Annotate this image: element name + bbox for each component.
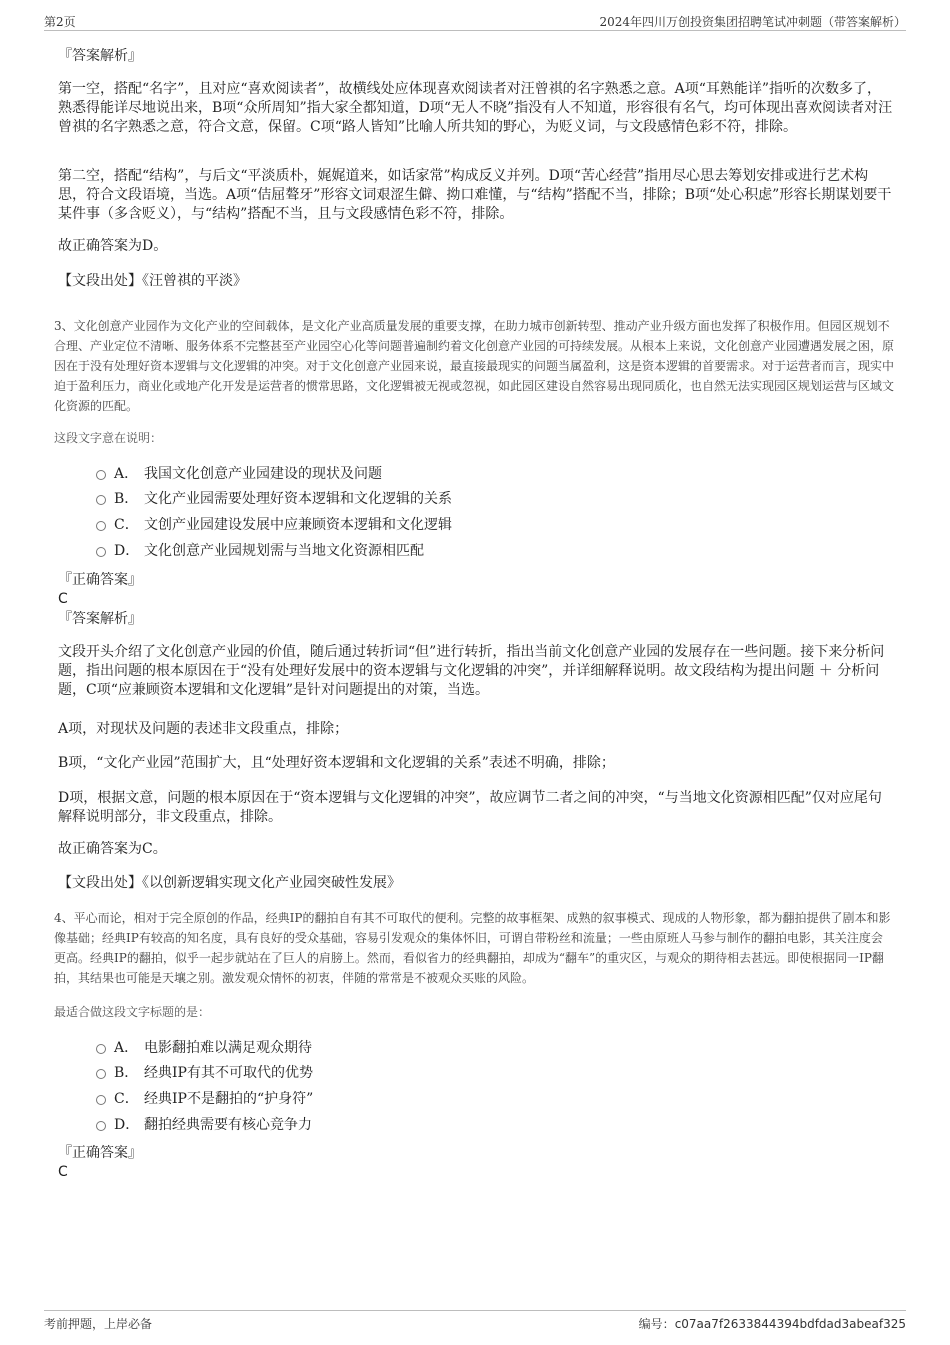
q2-analysis-paragraph-2: 第二空，搭配“结构”，与后文“平淡质朴，娓娓道来，如话家常”构成反义并列。D项“苦心经营”指用尽心思去筹划安排或进行艺术构思，符合文段语境，当选。A项“佶屈聱牙”形容文词艰涩生僻、拗口难懂，与“结构”搭配不当，排除；B项“处心积虑”形容长期谋划要干某件事（多含贬义），与“结构”搭配不当，且与文段感情色彩不符，排除。 [58,168,892,222]
q3-analysis-option-d: D项，根据文意，问题的根本原因在于“资本逻辑与文化逻辑的冲突”，故应调节二者之间的冲突，“与当地文化资源相匹配”仅对应尾句解释说明部分，非文段重点，排除。 [58,790,882,825]
q3-source: 【文段出处】《以创新逻辑实现文化产业园突破性发展》 [58,875,401,891]
radio-icon[interactable] [96,521,106,531]
q3-analysis-paragraph: 文段开头介绍了文化创意产业园的价值，随后通过转折词“但”进行转折，指出当前文化创意产业园的发展存在一些问题。接下来分析问题，指出问题的根本原因在于“没有处理好发展中的资本逻辑与文化逻辑的冲突”，并详细解释说明。故文段结构为提出问题 ＋ 分析问题，C项“应兼顾资本逻辑和文化逻辑”是针对问题提出的对策，当选。 [58,644,885,698]
q4-option-c[interactable]: C． 经典IP不是翻拍的“护身符” [96,1089,313,1109]
footer-slogan: 考前押题，上岸必备 [44,1317,153,1331]
radio-icon[interactable] [96,1069,106,1079]
document-code: 编号：c07aa7f2633844394bdfdad3abeaf325 [638,1317,906,1331]
q3-analysis-option-a: A项，对现状及问题的表述非文段重点，排除； [58,721,349,737]
document-title: 2024年四川万创投资集团招聘笔试冲刺题（带答案解析） [599,15,906,29]
q3-option-d[interactable]: D． 文化创意产业园规划需与当地文化资源相匹配 [96,541,424,561]
q3-analysis-label: 『答案解析』 [58,611,142,627]
q4-correct-answer: C [58,1164,68,1180]
q3-prompt: 这段文字意在说明： [54,431,163,445]
q3-stem: 3、文化创意产业园作为文化产业的空间载体，是文化产业高质量发展的重要支撑，在助力城市创新转型、推动产业升级方面也发挥了积极作用。但园区规划不合理、产业定位不清晰、服务体系不完整甚至产业园空心化等问题普遍制约着文化创意产业园的可持续发展。从根本上来说，文化创意产业园遭遇发展之困，原因在于没有处理好资本逻辑与文化逻辑的冲突。对于文化创意产业园来说，最直接最现实的问题当属盈利，这是资本逻辑的首要需求。对于运营者而言，现实中迫于盈利压力，商业化或地产化开发是运营者的惯常思路，文化逻辑被无视或忽视，如此园区建设自然容易出现同质化，也自然无法实现园区规划运营与区域文化资源的匹配。 [54,319,895,413]
q2-source: 【文段出处】《汪曾祺的平淡》 [58,273,247,289]
q2-conclusion: 故正确答案为D。 [58,238,168,254]
q3-analysis-option-b: B项，“文化产业园”范围扩大，且“处理好资本逻辑和文化逻辑的关系”表述不明确，排除； [58,755,615,771]
q4-option-b[interactable]: B． 经典IP有其不可取代的优势 [96,1063,313,1083]
radio-icon[interactable] [96,470,106,480]
q3-option-a[interactable]: A． 我国文化创意产业园建设的现状及问题 [96,464,382,484]
radio-icon[interactable] [96,1044,106,1054]
page-number: 第2页 [44,15,76,29]
radio-icon[interactable] [96,495,106,505]
radio-icon[interactable] [96,1095,106,1105]
radio-icon[interactable] [96,547,106,557]
q3-conclusion: 故正确答案为C。 [58,841,167,857]
q3-option-c[interactable]: C． 文创产业园建设发展中应兼顾资本逻辑和文化逻辑 [96,515,452,535]
page-footer [44,1310,906,1331]
q4-option-a[interactable]: A． 电影翻拍难以满足观众期待 [96,1038,312,1058]
q3-correct-label: 『正确答案』 [58,572,142,588]
q3-correct-answer: C [58,591,68,607]
q4-option-d[interactable]: D． 翻拍经典需要有核心竞争力 [96,1115,312,1135]
q4-stem: 4、平心而论，相对于完全原创的作品，经典IP的翻拍自有其不可取代的便利。完整的故事框架、成熟的叙事模式、现成的人物形象，都为翻拍提供了剧本和影像基础；经典IP有较高的知名度，具有良好的受众基础，容易引发观众的集体怀旧，可谓自带粉丝和流量；一些由原班人马参与制作的翻拍电影，其关注度会更高。经典IP的翻拍，似乎一起步就站在了巨人的肩膀上。然而，看似省力的经典翻拍，却成为“翻车”的重灾区，与观众的期待相去甚远。即使根据同一IP翻拍，其结果也可能是天壤之别。激发观众情怀的初衷，伴随的常常是不被观众买账的风险。 [54,911,891,985]
q3-option-b[interactable]: B． 文化产业园需要处理好资本逻辑和文化逻辑的关系 [96,489,452,509]
q2-analysis-label: 『答案解析』 [58,48,142,64]
radio-icon[interactable] [96,1121,106,1131]
q2-analysis-paragraph-1: 第一空，搭配“名字”，且对应“喜欢阅读者”，故横线处应体现喜欢阅读者对汪曾祺的名字熟悉之意。A项“耳熟能详”指听的次数多了，熟悉得能详尽地说出来，B项“众所周知”指大家全都知道，D项“无人不晓”指没有人不知道，形容很有名气，均可体现出喜欢阅读者对汪曾祺的名字熟悉之意，符合文意，保留。C项“路人皆知”比喻人所共知的野心，为贬义词，与文段感情色彩不符，排除。 [58,81,893,135]
q4-correct-label: 『正确答案』 [58,1145,142,1161]
page-header [44,10,906,31]
q4-prompt: 最适合做这段文字标题的是： [54,1005,211,1019]
